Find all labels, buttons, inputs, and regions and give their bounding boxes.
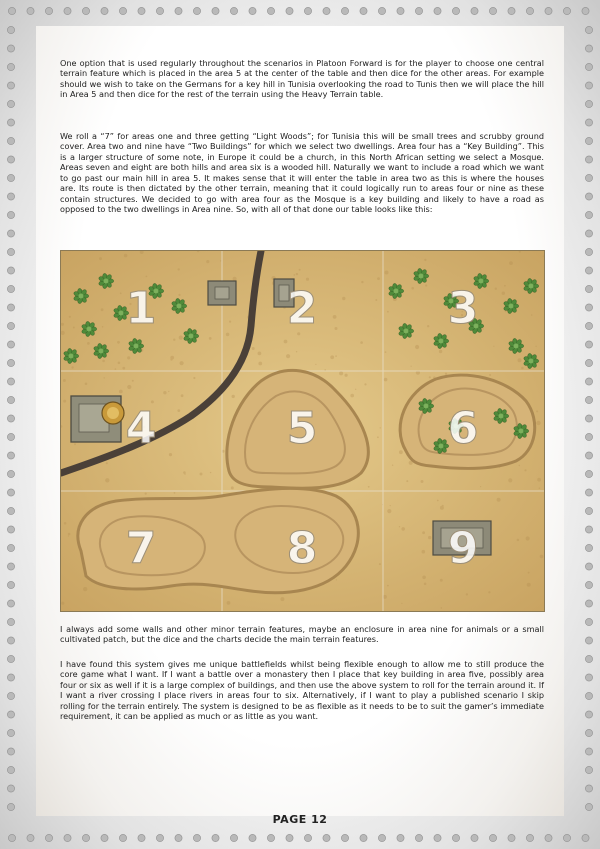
page-number: PAGE 12	[272, 813, 328, 826]
paragraph-terrain-roll: We roll a “7” for areas one and three getting “Light Woods”; for Tunisia this will be small trees and scrubby ground cover. Area two and nine have “Two Buildings” for which we select two dwellings. Area four has a “Key Building”. This is a larger structure of some note, in Europe it could be a church, in this North African setting we select a Mosque. Areas seven and eight are both hills and area six is a wooded hill. Naturally we want to include a road which we want to go past our main hill in area 5. It makes sense that it will enter the table in area two as this is where the houses are. Its route is then dictated by the other terrain, meaning that it could logically run to areas four or nine as these contain structures. We decided to go with area four as the Mosque is a key building and likely to have a road as opposed to the two dwellings in Area nine. So, with all of that done our table looks like this:	[60, 131, 544, 215]
paragraph-intro: One option that is used regularly throughout the scenarios in Platoon Forward is for the player to choose one central terrain feature which is placed in the area 5 at the center of the table and then dice for the other areas. For example should we wish to take on the Germans for a key hill in Tunisia overlooking the road to Tunis then we will place the hill in Area 5 and then dice for the rest of the terrain using the Heavy Terrain table.	[60, 58, 544, 100]
area-number-7: 7	[125, 523, 157, 574]
area-number-8: 8	[286, 523, 318, 574]
dwelling-area-2-a	[208, 281, 236, 305]
area-number-3: 3	[447, 283, 479, 334]
paragraph-system-summary: I have found this system gives me unique battlefields whilst being flexible enough to allow me to still produce the core game what I want. If I want a battle over a monastery then I place that key building in area five, possibly area four or six as well if it is a large complex of buildings, and then use the above system to roll for the terrain around it. If I want a river crossing I place rivers in areas four to six. Alternatively, if I want to play a published scenario I skip rolling for the terrain entirely. The system is designed to be as flexible as it needs to be to suit the gamer’s immediate requirement, it can be applied as much or as little as you want.	[60, 659, 544, 722]
terrain-map	[60, 250, 545, 612]
mosque-area-4	[71, 396, 124, 442]
area-number-5: 5	[286, 403, 318, 454]
area-number-2: 2	[286, 283, 318, 334]
area-number-9: 9	[447, 523, 479, 574]
area-number-1: 1	[125, 283, 157, 334]
paragraph-minor-features: I always add some walls and other minor terrain features, maybe an enclosure in area nine for animals or a small cultivated patch, but the dice and the charts decide the main terrain features.	[60, 624, 544, 645]
area-number-6: 6	[447, 403, 479, 454]
area-number-4: 4	[125, 403, 157, 454]
